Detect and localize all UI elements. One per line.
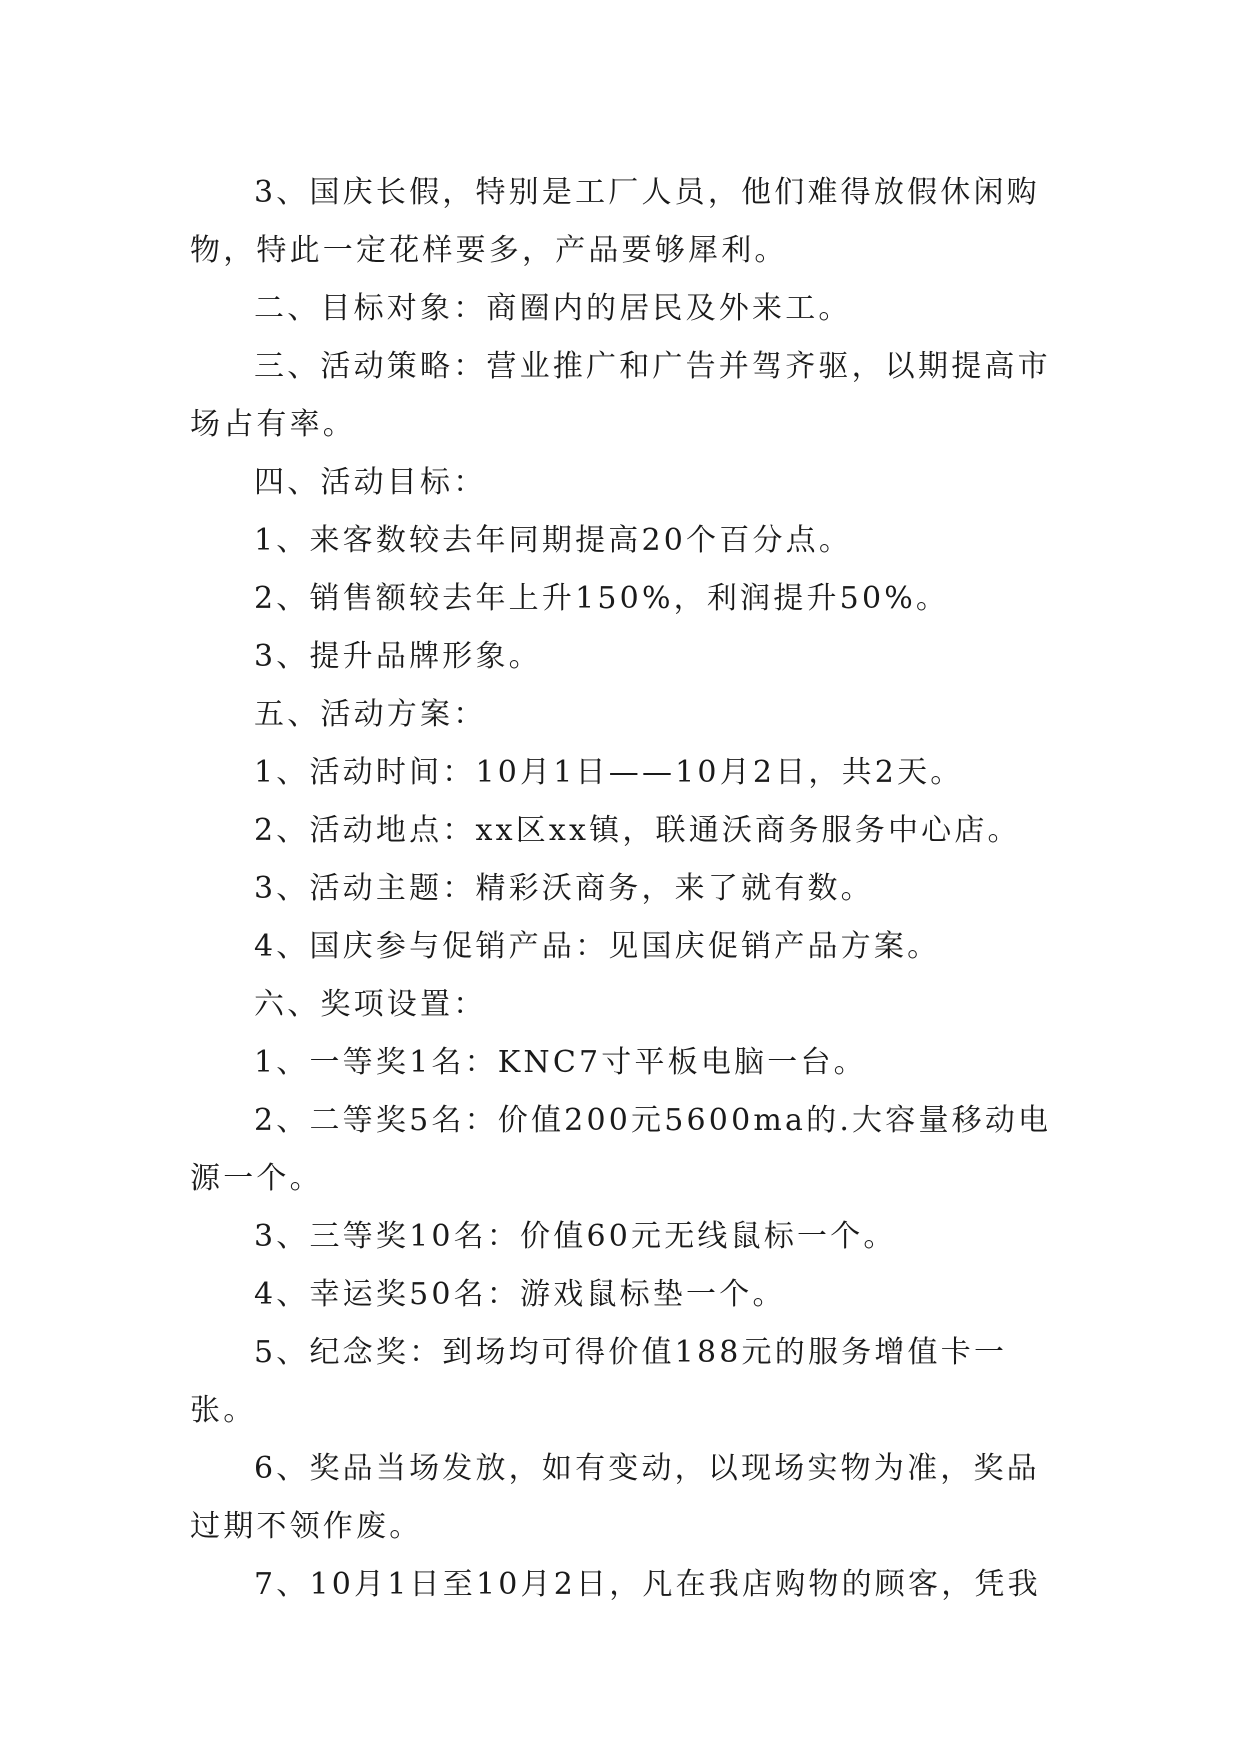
paragraph: 二、目标对象：商圈内的居民及外来工。 [254, 291, 852, 326]
paragraph: 2、销售额较去年上升150%，利润提升50%。 [254, 581, 950, 616]
document-body [190, 164, 1070, 1614]
paragraph: 4、国庆参与促销产品：见国庆促销产品方案。 [254, 929, 941, 964]
paragraph: 3、提升品牌形象。 [254, 639, 542, 674]
paragraph: 3、国庆长假，特别是工厂人员，他们难得放假休闲购物，特此一定花样要多，产品要够犀利。 [190, 175, 1040, 268]
paragraph: 5、纪念奖：到场均可得价值188元的服务增值卡一张。 [190, 1335, 1008, 1428]
paragraph: 1、来客数较去年同期提高20个百分点。 [254, 523, 853, 558]
paragraph: 4、幸运奖50名：游戏鼠标垫一个。 [254, 1277, 786, 1312]
paragraph: 三、活动策略：营业推广和广告并驾齐驱，以期提高市场占有率。 [190, 349, 1051, 442]
paragraph: 五、活动方案： [254, 697, 487, 732]
paragraph: 2、二等奖5名：价值200元5600ma的.大容量移动电源一个。 [190, 1103, 1052, 1196]
paragraph: 四、活动目标： [254, 465, 487, 500]
paragraph: 1、活动时间：10月1日——10月2日，共2天。 [254, 755, 964, 790]
paragraph: 2、活动地点：xx区xx镇，联通沃商务服务中心店。 [254, 813, 1021, 848]
paragraph: 7、10月1日至10月2日，凡在我店购物的顾客，凭我 [254, 1567, 1041, 1602]
paragraph: 六、奖项设置： [254, 987, 487, 1022]
paragraph: 6、奖品当场发放，如有变动，以现场实物为准，奖品过期不领作废。 [190, 1451, 1040, 1544]
paragraph: 3、活动主题：精彩沃商务，来了就有数。 [254, 871, 874, 906]
paragraph: 1、一等奖1名：KNC7寸平板电脑一台。 [254, 1045, 867, 1080]
paragraph: 3、三等奖10名：价值60元无线鼠标一个。 [254, 1219, 897, 1254]
